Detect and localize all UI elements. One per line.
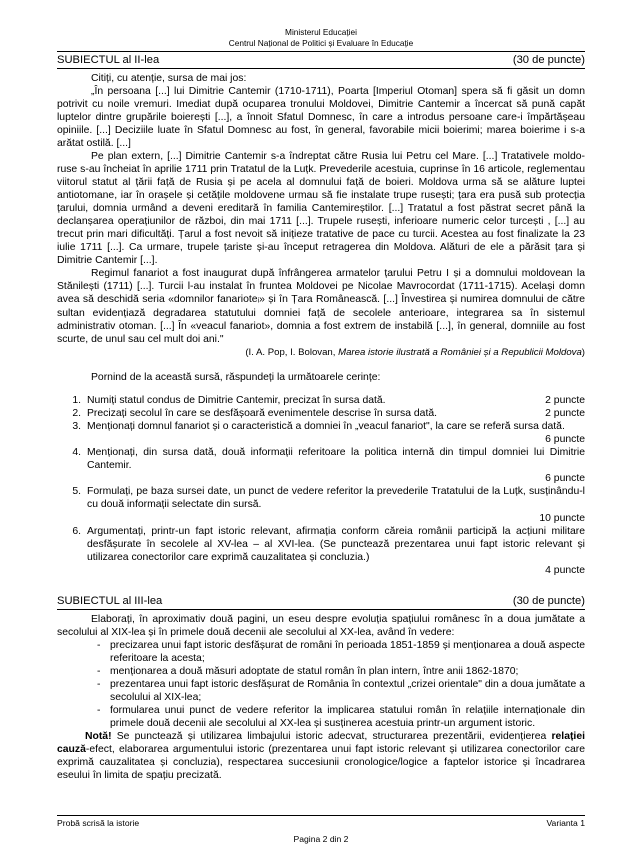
requirement-points: 6 puncte <box>545 473 585 485</box>
footer-divider <box>57 815 585 816</box>
source-attribution <box>57 346 585 359</box>
dash-bullet-icon: - <box>97 705 101 717</box>
essay-bullet-text: formularea unui punct de vedere referitor la implicarea statului român în relațiile internaționale din primele două decenii ale secolului al XX-lea și susținerea acestuia printr-un argument istoric. <box>110 705 585 730</box>
requirement-text: Menționați domnul fanariot și o caracteristică a domniei în „veacul fanariot", la care se referă sursa dată. <box>87 421 565 433</box>
essay-bullet-item <box>57 665 585 678</box>
evaluation-center-name: Centrul Național de Politici și Evaluare în Educație <box>228 37 414 48</box>
dash-bullet-icon: - <box>97 639 101 651</box>
note-text-part-1: Se punctează și utilizarea limbajului istoric adecvat, structurarea prezentării, evidențierea <box>111 731 552 743</box>
requirement-body <box>87 420 585 446</box>
requirements-list <box>57 394 585 577</box>
footer-variant-label: Varianta 1 <box>546 818 585 828</box>
requirement-body <box>87 525 585 577</box>
requirement-item <box>57 525 585 577</box>
grading-note <box>57 730 585 782</box>
dash-bullet-icon: - <box>97 665 101 677</box>
essay-bullet-text: prezentarea unui fapt istoric desfășurat de România în contextul „crizei orientale" din a doua jumătate a secolului al XIX-lea; <box>110 679 585 704</box>
requirement-points: 10 puncte <box>539 512 585 524</box>
document-header <box>57 0 585 48</box>
requirement-points: 4 puncte <box>545 564 585 576</box>
requirement-item <box>57 420 585 446</box>
requirement-text: Precizați secolul în care se desfășoară evenimentele descrise în sursa dată. <box>87 408 437 420</box>
requirement-number: 1. <box>72 395 81 407</box>
essay-bullet-text: precizarea unui fapt istoric desfășurat de români în perioada 1851-1859 și menționarea a două aspecte referitoare la acesta; <box>110 639 585 664</box>
subject-two-title: SUBIECTUL al II-lea <box>57 53 160 66</box>
dash-bullet-icon: - <box>97 679 101 690</box>
requirement-body <box>87 485 585 524</box>
footer-exam-label: Probă scrisă la istorie <box>57 818 140 828</box>
requirement-points: 2 puncte <box>545 408 585 420</box>
essay-bullet-item <box>57 639 585 665</box>
subject-three-intro: Elaborați, în aproximativ două pagini, un eseu despre evoluția spațiului românesc în a doua jumătate a secolului al XIX-lea și în primele două decenii ale secolului al XX-lea, având în vedere: <box>57 613 585 638</box>
subject-three-title: SUBIECTUL al III-lea <box>57 594 163 607</box>
page-footer <box>57 815 585 845</box>
source-paragraph-2: Pe plan extern, [...] Dimitrie Cantemir s-a îndreptat către Rusia lui Petru cel Mare. [...] Tratativele moldo-ruse s-au încheiat în aprilie 1711 prin Tratatul de la Luțk. Prevederile acestuia, cuprinse în 16 articole, reglementau viitorul statut al țării față de Rusia și pe acela al domnului față de boieri. Moldova urma să se alăture luptei antiotomane, iar în orașele și cetățile moldovene urmau să fie instalate trupe rusești; țara era pusă sub protecția țarului, domnia urmând a deveni ereditară în familia Cantemireștilor. [...] Tratatul a fost păstrat secret până la declanșarea operațiunilor de război, din mai 1711 [...]. Trupele rusești, inferioare numeric celor turcești , [...] au trecut prin mari dificultăți. Țarul a fost nevoit să inițieze tratative de pace cu turcii. Acestea au fost finalizate la 23 iulie 1711 [...]. Ca urmare, trupele țariste și-au început retragerea din Moldova. Alături de ele a părăsit țara și Dimitrie Cantemir [...]. <box>57 150 585 267</box>
subject-three-points: (30 de puncte) <box>512 594 585 607</box>
requirement-body <box>87 394 585 407</box>
note-label: Notă! <box>85 731 112 743</box>
requirement-number: 3. <box>72 421 81 433</box>
attribution-authors: (I. A. Pop, I. Bolovan, <box>245 346 339 358</box>
requirement-text: Menționați, din sursa dată, două informații referitoare la politica internă din timpul domniei lui Dimitrie Cantemir. <box>87 447 585 472</box>
subject-three-heading <box>57 594 585 610</box>
attribution-close: ) <box>581 346 585 358</box>
requirement-number: 2. <box>72 408 81 420</box>
requirement-number: 4. <box>72 447 81 459</box>
requirement-item <box>57 446 585 485</box>
subject-two-instruction: Citiți, cu atenție, sursa de mai jos: <box>91 72 247 84</box>
essay-bullet-item <box>57 704 585 730</box>
essay-bullet-text: menționarea a două măsuri adoptate de statul român în plan intern, între anii 1862-1870; <box>110 665 519 677</box>
footer-page-number: Pagina 2 din 2 <box>293 834 349 844</box>
source-paragraph-3: Regimul fanariot a fost inaugurat după înfrângerea armatelor țarului Petru I și a domnului moldovean la Stănilești (1711) [...]. Turcii l-au instalat în fruntea Moldovei pe Nicolae Mavrocordat (1711-1715). Același domn avea să deschidă seria «domnilor fanarioteᵢ» și în Țara Românească. [...] Învestirea și numirea domnului de către sultan evidențiază degradarea statutului domniei față de secolele anterioare, integrarea sa în sistemul administrativ otoman. [...] În «veacul fanariot», domnia a fost extrem de instabilă [...], în general, domniile au fost scurte, de unul sau cel mult doi ani." <box>57 268 585 345</box>
requirement-body <box>87 446 585 485</box>
requirement-text: Numiți statul condus de Dimitrie Cantemir, precizat în sursa dată. <box>87 395 386 407</box>
subject-two-heading <box>57 53 585 69</box>
subject-two-points: (30 de puncte) <box>512 53 585 66</box>
essay-bullet-item <box>57 678 585 704</box>
footer-row <box>57 818 585 829</box>
note-text-part-2: -efect, elaborarea argumentului istoric (prezentarea unui fapt istoric relevant și utilizarea conectorilor care exprimă cauzalitatea și concluzia), respectarea succesiunii cronologice/logice a faptelor istorice și încadrarea eseului în limita de spațiu precizată. <box>57 744 585 782</box>
header-divider <box>57 51 585 52</box>
essay-bullets-list <box>57 639 585 730</box>
requirement-text: Argumentați, printr-un fapt istoric relevant, afirmația conform căreia românii participă la acțiuni militare desfășurate în secolele al XV-lea – al XVI-lea. (Se punctează prezentarea unui fapt istoric relevant și utilizarea conectorilor care exprimă cauzalitatea și concluzia.) <box>87 525 585 563</box>
attribution-work-title: Marea istorie ilustrată a României și a Republicii Moldova <box>338 346 582 358</box>
subject-two-prompt: Pornind de la această sursă, răspundeți la următoarele cerințe: <box>91 371 381 383</box>
requirement-number: 6. <box>72 525 81 537</box>
requirement-item <box>57 407 585 420</box>
requirement-number: 5. <box>72 486 81 498</box>
requirement-points: 6 puncte <box>545 434 585 446</box>
requirement-item <box>57 394 585 407</box>
requirement-body <box>87 407 585 420</box>
note-emphasis: relației cauză <box>57 731 585 756</box>
source-paragraph-1: „În persoana [...] lui Dimitrie Cantemir (1710-1711), Poarta [Imperiul Otoman] spera să fi găsit un domn potrivit cu noile vremuri. Imediat după ocuparea tronului Moldovei, Dimitrie Cantemir a încercat să pună capăt luptelor dintre grupările boierești [...], a înnoit Sfatul Domnesc, în care a introdus persoane care-i împărtășeau opiniile. [...] Deciziile luate în Sfatul Domnesc au fost, în general, favorabile micii boierimi; marea boierime i s-a arătat ostilă. [...] <box>57 85 585 149</box>
section-spacer <box>57 577 585 593</box>
requirement-item <box>57 485 585 524</box>
ministry-name: Ministerul Educației <box>285 27 357 37</box>
requirement-points: 2 puncte <box>545 395 585 407</box>
requirement-text: Formulați, pe baza sursei date, un punct de vedere referitor la prevederile Tratatului de la Luțk, susținându-l cu două informații selectate din sursă. <box>87 486 585 511</box>
